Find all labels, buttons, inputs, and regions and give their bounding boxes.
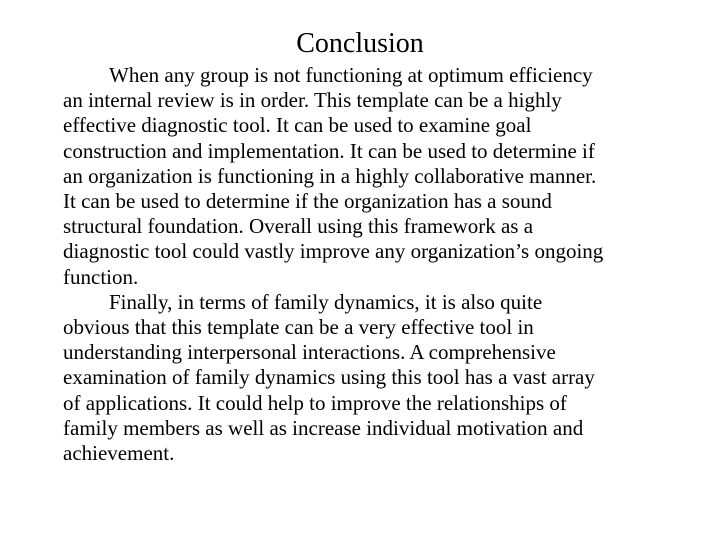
paragraph-line: understanding interpersonal interactions. A comprehensive <box>63 340 556 365</box>
paragraph-line: It can be used to determine if the organization has a sound <box>63 189 552 214</box>
paragraph-line: Finally, in terms of family dynamics, it is also quite <box>109 289 543 314</box>
paragraph-line: structural foundation. Overall using this framework as a <box>63 214 534 239</box>
paragraph-line: family members as well as increase individual motivation and <box>63 415 584 440</box>
paragraph-line: examination of family dynamics using this tool has a vast array <box>63 365 595 390</box>
paragraph-line: an organization is functioning in a highly collaborative manner. <box>63 163 597 188</box>
paragraph-line: achievement. <box>63 441 175 466</box>
paragraph-2 <box>63 290 693 466</box>
paragraph-line: diagnostic tool could vastly improve any organization’s ongoing <box>63 239 604 264</box>
paragraph-line: obvious that this template can be a very effective tool in <box>63 315 534 340</box>
slide-title: Conclusion <box>296 28 424 59</box>
paragraph-1 <box>63 63 693 290</box>
paragraph-line: construction and implementation. It can be used to determine if <box>63 138 595 163</box>
slide-body <box>63 63 693 466</box>
paragraph-line: effective diagnostic tool. It can be used to examine goal <box>63 113 532 138</box>
paragraph-line: When any group is not functioning at optimum efficiency <box>109 63 593 87</box>
paragraph-line: of applications. It could help to improve the relationships of <box>63 390 567 415</box>
paragraph-line: function. <box>63 264 139 289</box>
paragraph-line: an internal review is in order. This template can be a highly <box>63 88 562 113</box>
